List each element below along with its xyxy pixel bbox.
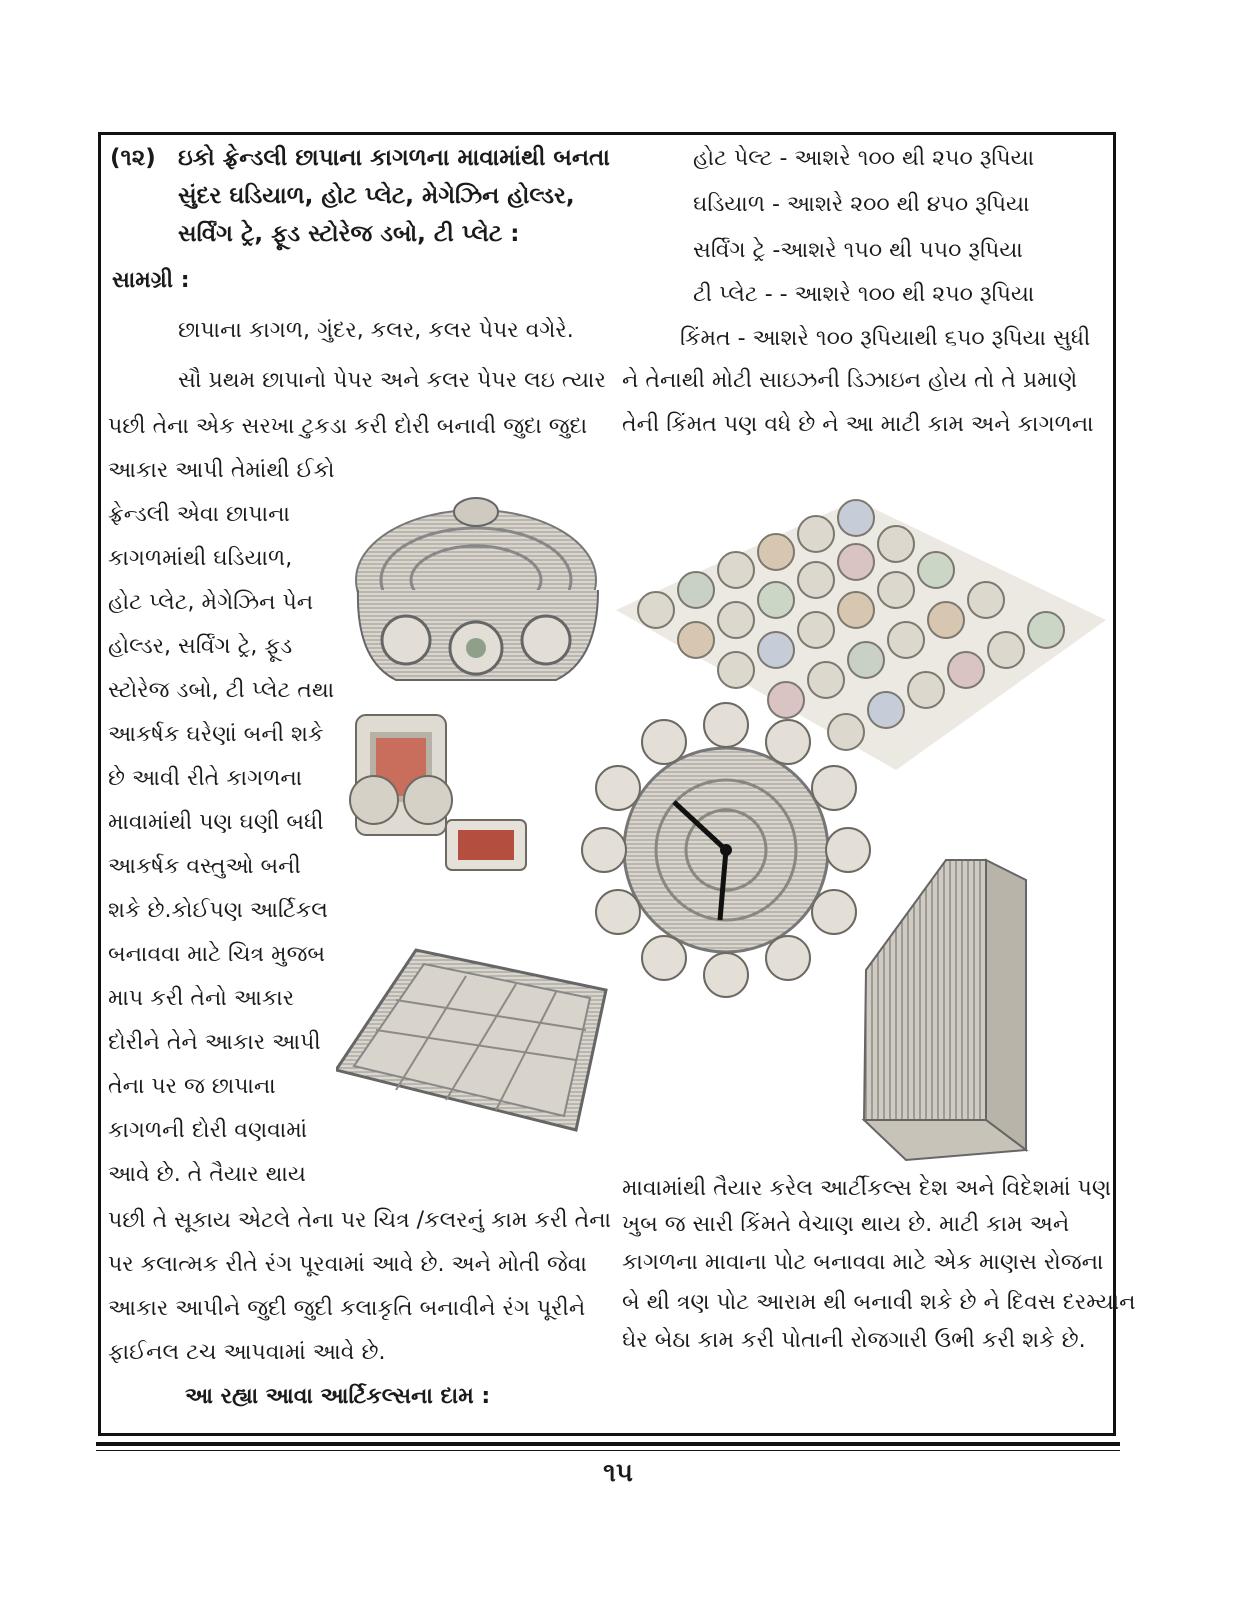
left-line: છે આવી રીતે કાગળના [108,766,303,791]
price-line: ઘડિયાળ - આશરે ૨૦૦ થી ૪૫૦ રૂપિયા [693,192,1030,217]
left-line: પછી તે સૂકાય એટલે તેના પર ચિત્ર /કલરનું કામ કરી તેના [108,1208,611,1233]
left-line: સૌ પ્રથમ છાપાનો પેપર અને કલર પેપર લઇ ત્યાર [178,368,606,393]
materials-text: છાપાના કાગળ, ગુંદર, કલર, કલર પેપર વગેરે. [178,318,574,343]
left-line: હોલ્ડર, સર્વિંગ ટ્રે, ફૂડ [108,634,293,659]
right-line: ઘેર બેઠા કામ કરી પોતાની રોજગારી ઉભી કરી શકે છે. [622,1328,1086,1353]
right-line: ખુબ જ સારી કિંમતે વેચાણ થાય છે. માટી કામ અને [622,1212,1070,1237]
article-title-line-2: સુંદર ઘડિયાળ, હોટ પ્લેટ, મેગેઝિન હોલ્ડર, [178,183,575,209]
left-line: બનાવવા માટે ચિત્ર મુજબ [108,942,326,967]
product-photo-collage [336,470,1118,1170]
prices-heading: આ રહ્યા આવા આર્ટિકલ્સના દામ : [185,1384,491,1409]
left-line: કાગળમાંથી ઘડિયાળ, [108,546,293,571]
left-line: દોરીને તેને આકાર આપી [108,1030,321,1055]
left-line: આકાર આપી તેમાંથી ઈકો [108,458,335,483]
price-line: સર્વિંગ ટ્રે -આશરે ૧૫૦ થી ૫૫૦ રૂપિયા [693,238,1023,263]
left-line: હોટ પ્લેટ, મેગેઝિન પેન [108,590,314,615]
wall-clock-photo [582,703,870,997]
page-number: ૧૫ [603,1458,633,1488]
price-line: હોટ પેલ્ટ - આશરે ૧૦૦ થી ૨૫૦ રૂપિયા [693,146,1035,171]
storage-box-photo [356,498,598,680]
footer-rule-thin [96,1450,1120,1451]
right-line: તેની કિંમત પણ વધે છે ને આ માટી કામ અને કાગળના [622,412,1094,437]
left-line: કાગળની દોરી વણવામાં [108,1118,308,1143]
price-line: કિંમત - આશરે ૧૦૦ રૂપિયાથી ૬૫૦ રૂપિયા સુધી [680,326,1091,351]
article-title-line-3: સર્વિંગ ટ્રે, ફૂડ સ્ટોરેજ ડબો, ટી પ્લેટ : [178,221,520,247]
left-line: શકે છે.કોઈપણ આર્ટિકલ [108,898,328,923]
price-line: ટી પ્લેટ - - આશરે ૧૦૦ થી ૨૫૦ રૂપિયા [693,282,1035,307]
right-line: માવામાંથી તૈયાર કરેલ આર્ટીકલ્સ દેશ અને વિદેશમાં પણ [622,1176,1112,1201]
article-title-line-1: ઇકો ફ્રેન્ડલી છાપાના કાગળના માવામાંથી બનતા [178,145,610,171]
right-line: કાગળના માવાના પોટ બનાવવા માટે એક માણસ રોજના [622,1250,1104,1275]
hot-plate-mat-photo [616,500,1106,770]
coaster-set-photo [350,715,526,870]
right-line: બે થી ત્રણ પોટ આરામ થી બનાવી શકે છે ને દિવસ દરમ્યાન [622,1290,1136,1315]
magazine-holder-photo [864,860,1026,1160]
left-line: સ્ટોરેજ ડબો, ટી પ્લેટ તથા [108,678,335,703]
left-line: આકાર આપીને જુદી જુદી કલાકૃતિ બનાવીને રંગ પૂરીને [108,1296,586,1321]
left-line: માવામાંથી પણ ઘણી બધી [108,810,324,835]
left-line: તેના પર જ છાપાના [108,1074,276,1099]
left-line: આકર્ષક ઘરેણાં બની શકે [108,722,324,747]
materials-label: સામગ્રી : [112,268,190,293]
left-line: ફ્રેન્ડલી એવા છાપાના [108,502,290,527]
left-line: માપ કરી તેનો આકાર [108,986,295,1011]
left-line: પર કલાત્મક રીતે રંગ પૂરવામાં આવે છે. અને મોતી જેવા [108,1252,587,1277]
left-line: આકર્ષક વસ્તુઓ બની [108,854,301,879]
article-number: (૧૨) [110,145,156,171]
left-line: ફાઈનલ ટચ આપવામાં આવે છે. [108,1340,386,1365]
footer-rule-thick [96,1442,1120,1446]
serving-tray-photo [336,950,606,1130]
left-line: આવે છે. તે તૈયાર થાય [108,1162,306,1187]
right-line: ને તેનાથી મોટી સાઇઝની ડિઝાઇન હોય તો તે પ્રમાણે [622,368,1078,393]
left-line: પછી તેના એક સરખા ટુકડા કરી દોરી બનાવી જુદા જુદા [108,414,588,439]
